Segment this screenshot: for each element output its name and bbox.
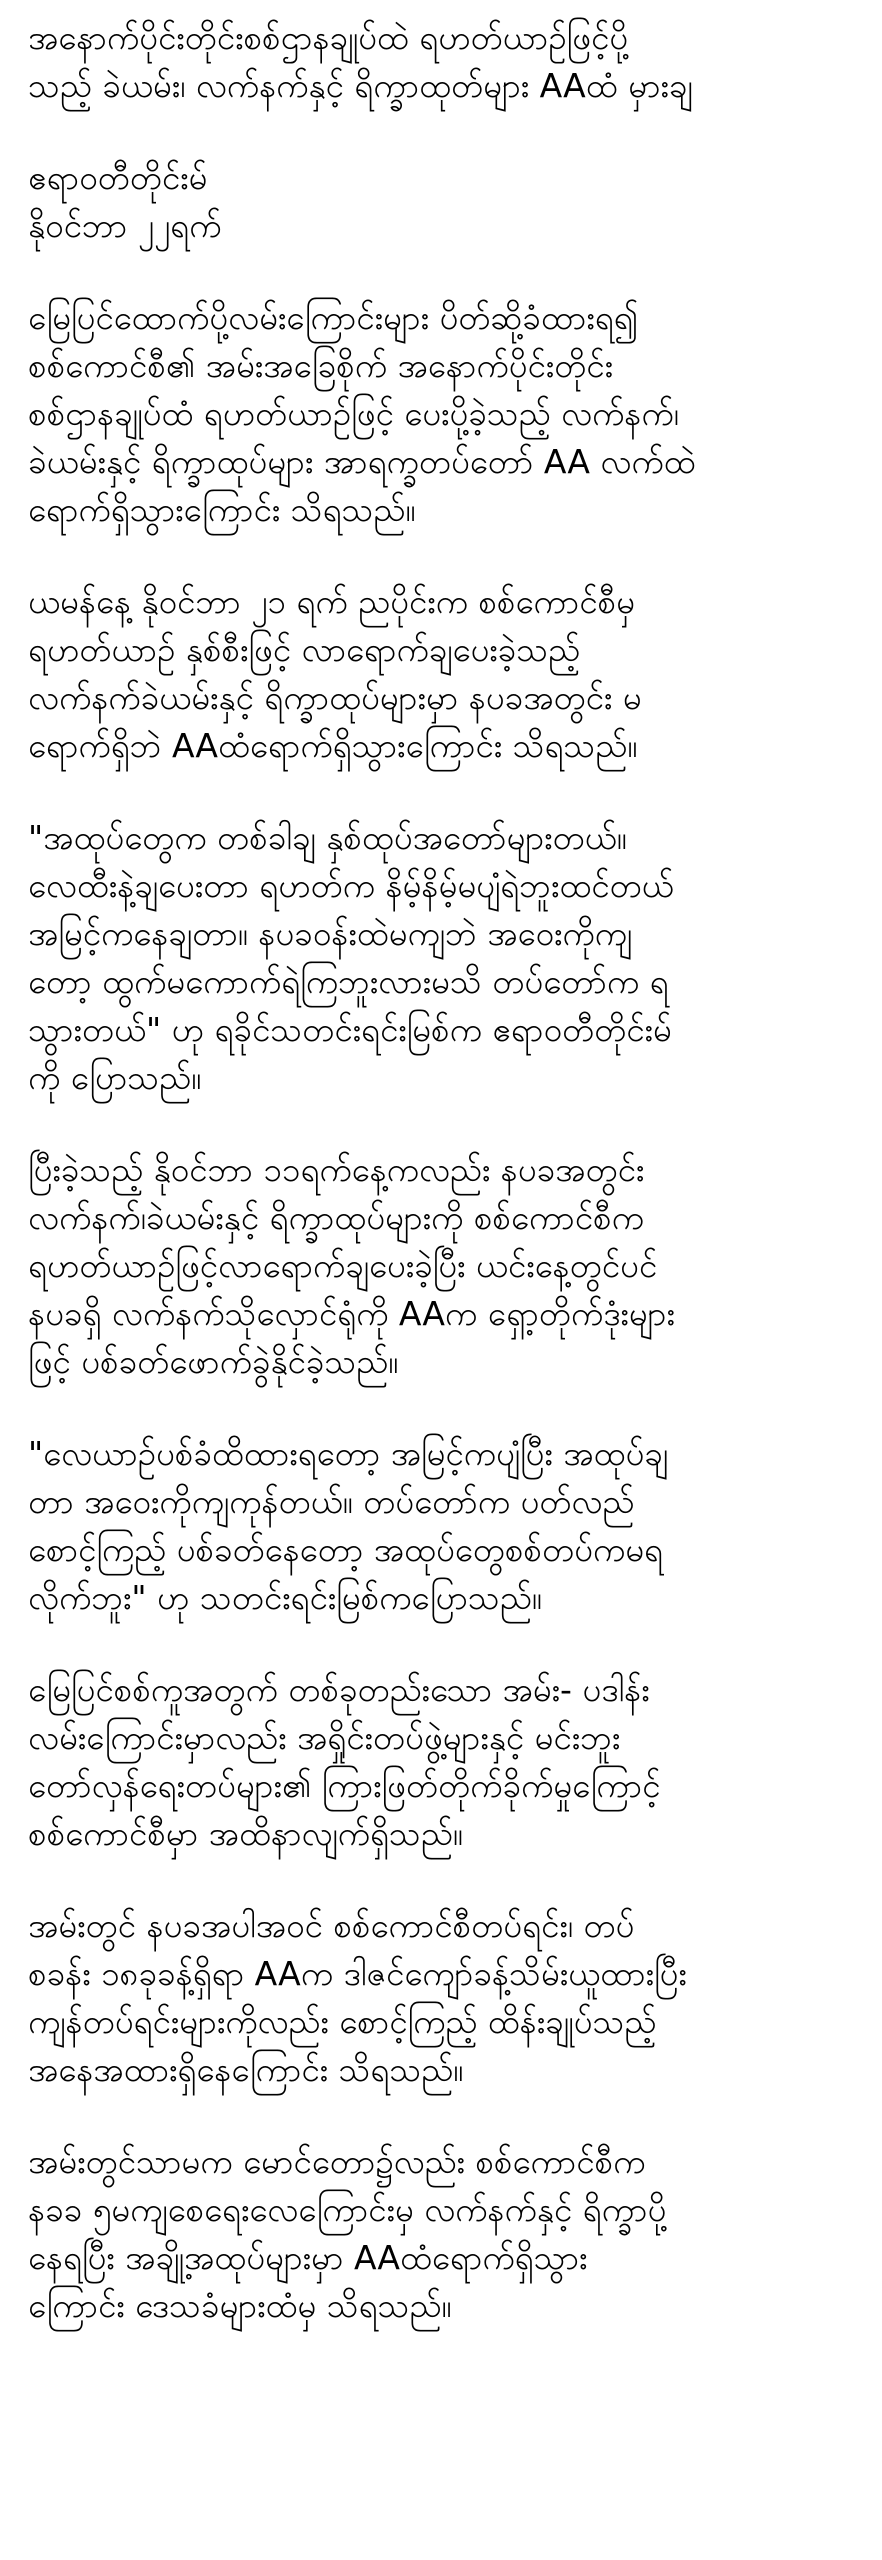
paragraph-8: အမ်းတွင်သာမက မောင်တော၌လည်း စစ်ကောင်စီက နခခ ၅မကျစေရေးလေကြောင်းမှ လက်နက်နှင့် ရိက္ခာပို့ နေရပြီး အချို့အထုပ်များမှာ AAထံရောက်ရှိသွား ကြောင်း ဒေသခံများထံမှ သိရသည်။ xyxy=(28,2142,667,2325)
byline-date: နိုဝင်ဘာ ၂၂ရက် xyxy=(28,206,222,245)
article-headline: အနောက်ပိုင်းတိုင်းစစ်ဌာနချုပ်ထဲ ရဟတ်ယာဉ်ဖြင့်ပို့ သည့် ခဲယမ်း၊ လက်နက်နှင့် ရိက္ခာထုတ်များ AAထံ မှားချ xyxy=(28,18,693,105)
article-body xyxy=(28,14,858,2374)
article-byline xyxy=(28,154,858,250)
paragraph-4: ပြီးခဲ့သည့် နိုဝင်ဘာ ၁၁ရက်နေ့ကလည်း နပခအတွင်း လက်နက်၊ခဲယမ်းနှင့် ရိက္ခာထုပ်များကို စစ်ကောင်စီက ရဟတ်ယာဉ်ဖြင့်လာရောက်ချပေးခဲ့ပြီး ယင်းနေ့တွင်ပင် နပခရှိ လက်နက်သိုလှောင်ရုံကို AAက ရှော့တိုက်ဒုံးများ ဖြင့် ပစ်ခတ်ဖောက်ခွဲနိုင်ခဲ့သည်။ xyxy=(28,1150,675,1381)
byline-author: ဧရာဝတီတိုင်းမ် xyxy=(28,158,208,197)
paragraph-2: ယမန်နေ့ နိုဝင်ဘာ ၂၁ ရက် ညပိုင်းက စစ်ကောင်စီမှ ရဟတ်ယာဉ် နှစ်စီးဖြင့် လာရောက်ချပေးခဲ့သည့် လက်နက်ခဲယမ်းနှင့် ရိက္ခာထုပ်များမှာ နပခအတွင်း မ ရောက်ရှိဘဲ AAထံရောက်ရှိသွားကြောင်း သိရသည်။ xyxy=(28,582,642,765)
paragraph-1: မြေပြင်ထောက်ပို့လမ်းကြောင်းများ ပိတ်ဆို့ခံထားရ၍ စစ်ကောင်စီ၏ အမ်းအခြေစိုက် အနောက်ပိုင်းတိုင်း စစ်ဌာနချုပ်ထံ ရဟတ်ယာဉ်ဖြင့် ပေးပို့ခဲ့သည့် လက်နက်၊ ခဲယမ်းနှင့် ရိက္ခာထုပ်များ အာရက္ခတပ်တော် AA လက်ထဲ ရောက်ရှိသွားကြောင်း သိရသည်။ xyxy=(28,298,696,529)
paragraph-3-quote: "အထုပ်တွေက တစ်ခါချ နှစ်ထုပ်အတော်များတယ်။ လေထီးနဲ့ချပေးတာ ရဟတ်က နိမ့်နိမ့်မပျံရဲဘူးထင်တယ် အမြင့်ကနေချတာ။ နပခဝန်းထဲမကျဘဲ အဝေးကိုကျ တော့ ထွက်မကောက်ရဲကြဘူးလားမသိ တပ်တော်က ရ သွားတယ်" ဟု ရခိုင်သတင်းရင်းမြစ်က ဧရာဝတီတိုင်းမ် ကို ပြောသည်။ xyxy=(28,818,674,1097)
paragraph-5-quote: "လေယာဉ်ပစ်ခံထိထားရတော့ အမြင့်ကပျံပြီး အထုပ်ချ တာ အဝေးကိုကျကုန်တယ်။ တပ်တော်က ပတ်လည် စောင့်ကြည့် ပစ်ခတ်နေတော့ အထုပ်တွေစစ်တပ်ကမရ လိုက်ဘူး" ဟု သတင်းရင်းမြစ်ကပြောသည်။ xyxy=(28,1434,669,1617)
paragraph-6: မြေပြင်စစ်ကူအတွက် တစ်ခုတည်းသော အမ်း- ပဒါန်း လမ်းကြောင်းမှာလည်း အရှိုင်းတပ်ဖွဲ့များနှင့် မင်းဘူး တော်လှန်ရေးတပ်များ၏ ကြားဖြတ်တိုက်ခိုက်မှုကြောင့် စစ်ကောင်စီမှာ အထိနာလျက်ရှိသည်။ xyxy=(28,1670,661,1853)
paragraph-7: အမ်းတွင် နပခအပါအဝင် စစ်ကောင်စီတပ်ရင်း၊ တပ် စခန်း ၁၈ခုခန့်ရှိရာ AAက ဒါဇင်ကျော်ခန့်သိမ်းယူထားပြီး ကျန်တပ်ရင်းများကိုလည်း စောင့်ကြည့် ထိန်းချုပ်သည့် အနေအထားရှိနေကြောင်း သိရသည်။ xyxy=(28,1906,687,2089)
